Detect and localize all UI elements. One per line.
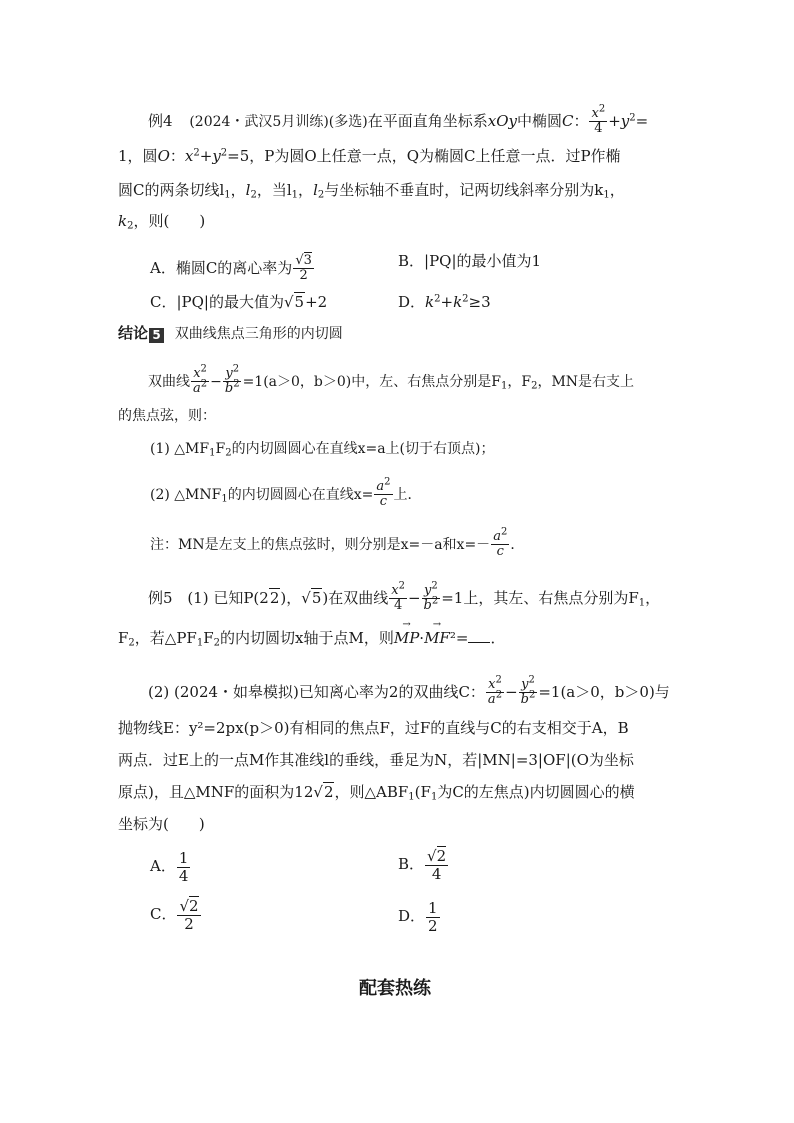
- ex5-p1-line2e: ·: [419, 629, 425, 647]
- conclusion-title: 双曲线焦点三角形的内切圆: [174, 326, 343, 342]
- ex5-p1-line2f: ²=: [449, 629, 469, 647]
- ex5-p2-line3: [118, 753, 634, 768]
- ex5-line1: 例5 (1) 已知P(22)，√5)在双曲线 $\frac{x^2}{4}$ − $\frac{y^2}{b^2}$ =1上，其左、右焦点分别为$F_1$，: [148, 580, 661, 614]
- note-b: ．: [510, 536, 525, 553]
- ex4-opt-c-tail: +2: [305, 293, 328, 311]
- item1-a: (1) △MF: [150, 441, 210, 457]
- ellipse-x-frac: $\frac{x^2}{4}$: [591, 103, 606, 137]
- ex5-opt-c-label: C．: [150, 905, 177, 923]
- item2-c: 上．: [393, 486, 422, 503]
- ex4-label: 例4: [148, 111, 173, 130]
- ex5-opt-d-label: D．: [398, 907, 426, 925]
- note-a: 注：MN是左支上的焦点弦时，则分别是x=－a和x=－: [150, 536, 491, 553]
- section-title: 配套热练: [359, 978, 431, 999]
- ex4-line3: 圆C的两条切线$l_1$，$l_2$，当$l_1$，$l_2$与坐标轴不垂直时，记两切线斜率分别为$k_1$，: [118, 181, 625, 201]
- ex5-option-b: B． $\frac{√2}{4}$: [398, 847, 447, 883]
- ex5-opt-a-label: A．: [150, 857, 176, 875]
- conclusion-label: 结论: [118, 324, 149, 342]
- ex5-p1-a: (1) 已知P(2: [187, 588, 269, 607]
- ex5-p2-line4b: ，则△ABF: [334, 783, 409, 801]
- ex4-source: (2024・武汉5月训练)(多选): [189, 113, 368, 130]
- conclusion5-heading: [118, 326, 343, 343]
- ex4-opt-a-text: A．椭圆C的离心率为: [150, 258, 293, 277]
- ex5-p1-line2b: ，若△PF: [134, 629, 197, 647]
- ex4-option-a: [150, 254, 315, 284]
- ex5-p2-b: =1(a＞0，b＞0)与: [538, 682, 670, 701]
- ex5-p2-line1: (2) (2024・如皋模拟)已知离心率为2的双曲线C： $\frac{x^2}{a^2}$ − $\frac{y^2}{b^2}$ =1(a＞0，b＞0)与: [148, 674, 670, 708]
- ex5-p1-line2c: F: [203, 629, 214, 647]
- ex5-p1-c: )在双曲线: [322, 588, 389, 607]
- ex4-line4: $k_2$，则( ): [118, 212, 206, 232]
- ex5-label: 例5: [148, 588, 173, 607]
- ex4-opt-c-text: C．|PQ|的最大值为: [150, 293, 284, 311]
- item2-b: 的内切圆圆心在直线x=: [227, 486, 374, 503]
- ex5-opt-b-label: B．: [398, 855, 425, 873]
- ex5-line2: $F_2$，若$\triangle PF_1F_2$的内切圆切x轴于点M，则→ MP·→ MF²= ．: [118, 631, 505, 646]
- ex5-p1-line2a: F: [118, 629, 129, 647]
- ex5-p2-line5: 坐标为( ): [118, 815, 205, 833]
- xoy-text: xOy: [487, 111, 517, 130]
- ex5-p1-line2g: ．: [490, 629, 506, 647]
- ex4-circle-label: ，圆: [127, 147, 158, 165]
- item1-c: 的内切圆圆心在直线x=a上(切于右顶点)；: [231, 441, 495, 457]
- ex5-p2-line3: 两点．过E上的一点M作其准线l的垂线，垂足为N，若|MN|=3|OF|(O为坐标: [118, 751, 634, 769]
- conclusion-intro-a: 双曲线: [148, 373, 190, 390]
- item2-a: (2) △MNF: [150, 486, 222, 503]
- ex5-p2-line4: 原点)，且△MNF的面积为12√2，则$\triangle ABF_1(F_1$为C的左焦点)内切圆圆心的横: [118, 783, 635, 803]
- ex5-p1-line2d: 的内切圆切x轴于点M，则: [220, 629, 394, 647]
- ex5-p2-line5: [118, 817, 205, 832]
- conclusion5-item2: (2) $\triangle MNF_1$的内切圆圆心在直线x= $\frac{a^2}{c}$ 上．: [150, 476, 422, 510]
- conclusion-intro-c: ，F: [507, 373, 532, 390]
- conclusion5-note: 注：MN是左支上的焦点弦时，则分别是x=－a和x=－ $\frac{a^2}{c}$ ．: [150, 526, 525, 560]
- ex4-line3b-text: ，当l: [256, 181, 292, 199]
- ex5-option-c: C． $\frac{√2}{2}$: [150, 897, 199, 933]
- ex5-p1-d: =1上，其左、右焦点分别为F: [441, 588, 639, 607]
- conclusion5-intro-line2: [118, 409, 216, 423]
- ex5-option-a: A． $\frac{1}{4}$: [150, 849, 189, 885]
- ex4-line1: 例4 (2024・武汉5月训练)(多选)在平面直角坐标系xOy中椭圆C： $\frac{x^2}{4}$ $+y^2=$: [148, 103, 649, 137]
- ex4-mid: 中椭圆: [516, 111, 562, 130]
- ex4-opt-b-text: B．|PQ|的最小值为1: [398, 252, 542, 270]
- sqrt3-over-2: $\frac{√3}{2}$: [295, 253, 312, 284]
- ex5-p1-b: ，: [286, 588, 302, 607]
- conclusion-intro-b: =1(a＞0，b＞0)中，左、右焦点分别是F: [242, 373, 501, 390]
- item1-b: F: [215, 441, 226, 457]
- conclusion-intro-d: ，MN是右支上: [537, 373, 635, 390]
- ex4-line3c-text: 与坐标轴不垂直时，记两切线斜率分别为k: [324, 181, 604, 199]
- ex5-p2-line4a: 原点)，且△MNF的面积为12: [118, 783, 314, 801]
- ex5-p2-line4c: (F: [414, 783, 431, 801]
- ex5-p2-line2: [118, 721, 629, 736]
- ex5-p2-line2: 抛物线E：y²=2px(p＞0)有相同的焦点F，过F的直线与C的右支相交于A，B: [118, 719, 629, 737]
- ex4-option-d: D．$k^2+k^2\ge 3$: [398, 293, 491, 311]
- answer-blank[interactable]: [468, 641, 490, 643]
- ex4-option-b: [398, 254, 541, 269]
- ex4-line4-text: ，则( ): [133, 212, 206, 230]
- ex5-p2-line4d: 为C的左焦点)内切圆圆心的横: [437, 783, 635, 801]
- ex4-line2: 1，圆O：$x^2+y^2=5$，P为圆O上任意一点，Q为椭圆C上任意一点．过P作椭: [118, 147, 621, 165]
- conclusion5-intro: 双曲线 $\frac{x^2}{a^2}$ − $\frac{y^2}{b^2}$ =1(a＞0，b＞0)中，左、右焦点分别是$F_1$，$F_2$，MN是右支上: [148, 363, 635, 397]
- ex4-intro: 在平面直角坐标系: [367, 111, 488, 130]
- ex4-option-c: C．|PQ|的最大值为√5+2: [150, 293, 328, 311]
- conclusion-number-badge: 5: [149, 328, 164, 343]
- ex5-p2-a: (2) (2024・如皋模拟)已知离心率为2的双曲线C：: [148, 682, 485, 701]
- conclusion5-item1: (1) $\triangle MF_1F_2$的内切圆圆心在直线x=a上(切于右顶点)；: [150, 441, 495, 459]
- ex4-p-text: ，P为圆O上任意一点，Q为椭圆C上任意一点．过P作椭: [249, 147, 621, 165]
- conclusion-intro-line2: 的焦点弦，则：: [118, 408, 216, 424]
- ex4-line3-text: 圆C的两条切线l: [118, 181, 225, 199]
- ex5-option-d: D． $\frac{1}{2}$: [398, 899, 438, 935]
